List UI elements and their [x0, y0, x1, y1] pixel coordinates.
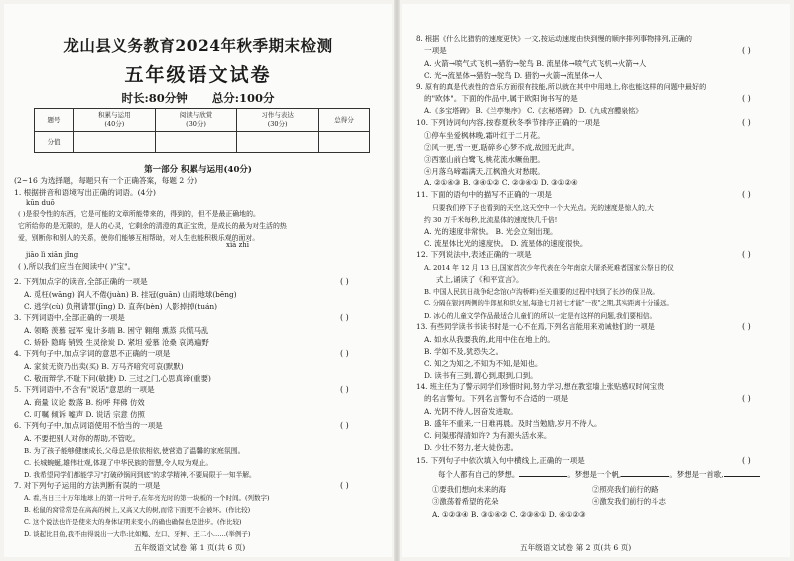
- option-line: C. 知之为知之,不知为不知,是知也。: [424, 359, 543, 368]
- question-15: 15. 下列句子中依次填入句中横线上,正确的一项是: [416, 456, 585, 465]
- page-footer: 五年级语文试卷 第 2 页(共 6 页): [520, 543, 632, 552]
- question-5: 5. 下列词语中,不含有"说话"意思的一项是: [14, 385, 155, 394]
- section-heading: 第一部分 积累与运用(40分): [144, 165, 252, 175]
- question-10: 10. 下列诗词句内容,按春夏秋冬季节排序正确的一项是: [416, 118, 600, 127]
- question-2: 2. 下列加点字的读音,全部正确的一项是: [14, 277, 148, 286]
- question-1: 1. 根据拼音和语境写出正确的词语。(4分): [14, 188, 156, 197]
- answer-blank[interactable]: ( ): [340, 421, 349, 430]
- option-line: A. 家贫无资乃出卖(买) B. 万马齐喑究可哀(默默): [24, 362, 184, 371]
- score-table-header: 积累与运用 (40分): [74, 109, 156, 132]
- question-8: 8. 根据《什么比猎豹的速度更快》一文,按运动速度由快到慢的顺序排列事物排列,正确的: [416, 34, 692, 43]
- answer-blank[interactable]: ( ): [340, 385, 349, 394]
- question-14: 14. 班主任为了警示同学们珍惜时间,努力学习,想在教室墙上张贴感叹时间宝贵: [416, 382, 665, 391]
- score-cell: [155, 132, 237, 153]
- option-line: A. 领略 羡慕 冠军 鬼计多端 B. 困守 翱翔 熏蒸 兵慌马乱: [24, 326, 209, 335]
- question-9-cont: 的"欧体"。下面的作品中,属于欧阳询书写的是: [424, 94, 578, 103]
- exam-title: 龙山县义务教育2024年秋季期末检测: [63, 36, 333, 55]
- option-line: A. 觅枉(wāng) 润人不倦(juàn) B. 挂冠(guān) 山雨地球(bēng): [24, 290, 237, 299]
- question-7: 7. 对下列句子运用的方法判断有误的一项是: [14, 481, 161, 490]
- exam-meta: [4, 90, 392, 106]
- option-line: A. 光阴不待人,因奋发进取。: [424, 407, 518, 416]
- option-line: B. 松鼠的窝常常是在高高的树上,又高又大的树,而常下面更不会被坏。(作比较): [24, 506, 251, 514]
- option-line: C. 问渠那得清如许? 为有源头活水来。: [424, 431, 552, 440]
- answer-blank[interactable]: ( ): [340, 313, 349, 322]
- option-line: B. 盛年不重来,一日难再晨。及时当勉励,岁月不待人。: [424, 419, 602, 428]
- option-line: B. 为了孩子能够健康成长,父母总是依依相依,使营造了温馨的家庭氛围。: [24, 447, 245, 455]
- score-table-header: 题号: [35, 109, 74, 132]
- question-11: 11. 下面的语句中的描写不正确的一项是: [416, 190, 552, 199]
- poem-line: ②风一更,雪一更,聒碎乡心梦不成,故园无此声。: [424, 143, 579, 152]
- option-item: ①要我们想向未来的海: [432, 485, 506, 494]
- pinyin: jiāo lì xiān jǐng: [26, 251, 79, 259]
- option-line: D. 冰心的儿童文学作品最适合儿童们的所以一定是有这样的问题,我们要相信。: [424, 312, 657, 320]
- option-line: D. 读书有三到,谓心到,眼到,口到。: [424, 371, 538, 380]
- option-line: B. 学如不及,犹恐失之。: [424, 347, 503, 356]
- pinyin: kūn duō: [26, 199, 55, 207]
- answer-blank[interactable]: ( ): [340, 277, 349, 286]
- option-line: C. 分隔在银河两侧的牛郎星和织女星,每逢七月初七才能"一夜"之期,其实距离十分遥远。: [424, 299, 673, 307]
- option-item: ④激发我们前行的斗志: [592, 497, 666, 506]
- exam-total-score: 总分:100分: [211, 91, 275, 105]
- poem-line: ③西塞山前白鹭飞,桃花流水鳜鱼肥。: [424, 155, 545, 164]
- fill-sentence-text: 。梦想是一个帆,: [567, 470, 622, 479]
- option-line: A. 光的速度非常快。 B. 光会立刻出现。: [424, 227, 558, 236]
- fill-sentence-text: 每个人都有自己的梦想。: [438, 470, 520, 479]
- option-line: A. 如水从我要我的,此用中住在地上的。: [424, 335, 555, 344]
- question-6: 6. 下列句子中,加点词语使用不恰当的一项是: [14, 421, 163, 430]
- option-line: 式上,诵读了《和平宣言》。: [436, 275, 524, 284]
- page-footer: 五年级语文试卷 第 1 页(共 6 页): [134, 543, 246, 552]
- score-table: [34, 108, 370, 153]
- question-3: 3. 下列词语中,全部正确的一项是: [14, 313, 125, 322]
- option-item: ③激荡着希望的花朵: [432, 497, 499, 506]
- poem-line: ①停车坐爱枫林晚,霜叶红于二月花。: [424, 131, 545, 140]
- exam-page-2: [402, 4, 790, 557]
- option-line: C. 矫卧 隐晦 销毁 生灵徐炭 D. 紧坦 爱慕 沧桑 哀鸿遍野: [24, 338, 209, 347]
- option-line: B. 中国人民抗日战争纪念馆(卢沟桥畔)至关重要的过程中找到了长沙的保卫战。: [424, 288, 660, 296]
- option-line: C. 流星体比光的速度快。 D. 流星体的速度很快。: [424, 239, 588, 248]
- passage-line: ( )是很令性的东西，它是可能的文章所能带来的，得到的，但不是最正确地的。: [18, 210, 260, 218]
- question-13: 13. 有些同学读书书读书时是一心不在焉,下列名言能用来劝诫他们的一项是: [416, 322, 655, 331]
- score-table-header: 习作与表达 (30分): [237, 109, 319, 132]
- option-line: C. 逃学(cù) 负荆请罪(jīng) D. 直奔(bèn) 人影掉掉(tuán): [24, 302, 218, 311]
- passage-line: 它所给你的是无限的，是人的心灵，它剩余的清澄的真正宝贵，是成长的最为对生活的热: [18, 222, 287, 230]
- fill-blank[interactable]: [724, 468, 760, 477]
- option-item: ②照亮我们前行的路: [592, 485, 659, 494]
- question-14-cont: 的名言警句。下列名言警句不合适的一项是: [424, 394, 569, 403]
- answer-blank[interactable]: ( ): [742, 250, 751, 259]
- section-instructions: (2~16 为选择题，每题只有一个正确答案，每题 2 分): [14, 176, 198, 185]
- answer-blank[interactable]: ( ): [742, 190, 751, 199]
- answer-blank[interactable]: ( ): [742, 46, 751, 55]
- fill-sentence-text: 。梦想是一首歌,: [669, 470, 724, 479]
- option-line: A. ②①④③ B. ③④①② C. ②③④① D. ③①②④: [424, 178, 578, 187]
- option-line: A. 看,当日三十万年地球上的第一片叶子,在年亮光时的第一块板的一个时间。(列数字): [24, 494, 270, 502]
- option-line: D. 少壮不努力,老大徒伤悲。: [424, 443, 519, 452]
- passage-line: ( ),所以我们应当在阅读中( )"宝"。: [18, 262, 136, 271]
- option-line: C. 这个说法也许是使来大的身体证明来变小,的确也确保也是进步。(作比较): [24, 518, 242, 526]
- quote-line: 约 30 万千米每秒,比流星体的速度快几千倍!: [424, 216, 558, 224]
- option-line: A. 2014 年 12 月 13 日,国家首次少年代表在今年南京大屠杀死难者国家公祭日的仪: [424, 264, 674, 272]
- fill-sentence: [438, 468, 760, 480]
- score-cell: [74, 132, 156, 153]
- fill-blank[interactable]: [621, 468, 669, 477]
- passage-line: 爱，别断你和别人的关系，使你们能够互相帮助，对人生也能积极乐观的面对。: [18, 234, 260, 242]
- option-line: C. 光→流星体→猎豹→鸵鸟 D. 猎豹→火箭→流星体→人: [424, 71, 603, 80]
- exam-duration: 时长:80分钟: [121, 91, 188, 105]
- quote-line: 只要我们停下子也看到的天空,这天空中一个大光点。光的速度是惊人的,大: [432, 204, 654, 212]
- answer-blank[interactable]: ( ): [340, 349, 349, 358]
- answer-blank[interactable]: ( ): [742, 94, 751, 103]
- fill-blank[interactable]: [519, 468, 567, 477]
- score-table-header: 阅读与欣赏 (30分): [155, 109, 237, 132]
- option-line: C. 叮嘱 倾诉 嘘声 D. 说话 宗意 仿照: [24, 410, 145, 419]
- page-fold: [394, 0, 400, 561]
- question-4: 4. 下列句子中,加点字词的意思不正确的一项是: [14, 349, 171, 358]
- poem-line: ④月落乌啼霜满天,江枫渔火对愁眠。: [424, 167, 545, 176]
- option-line: A. ①②③④ B. ③①④② C. ②③④① D. ④①②③: [432, 510, 586, 519]
- option-line: A. 火箭→喷气式飞机→猎豹→鸵鸟 B. 流星体→喷气式飞机→火箭→人: [424, 59, 647, 68]
- question-12: 12. 下列说法中,表述正确的一项是: [416, 250, 532, 259]
- answer-blank[interactable]: ( ): [742, 456, 751, 465]
- option-line: A. 不要把别人对你的帮助,不管吃。: [24, 434, 140, 443]
- score-cell: [319, 132, 370, 153]
- answer-blank[interactable]: ( ): [742, 118, 751, 127]
- score-table-header: 总得分: [319, 109, 370, 132]
- option-line: C. 敬而辩学,不耻下问(敏捷) D. 三过之门,心思真谛(重要): [24, 374, 211, 383]
- answer-blank[interactable]: ( ): [742, 394, 751, 403]
- option-line: D. 谈起比目鱼,我不由得说出一大串:比如鳎、左口、牙鲆、王二小……(举例子): [24, 530, 251, 538]
- score-row-label: 分值: [35, 132, 74, 153]
- score-cell: [237, 132, 319, 153]
- exam-page-1: [4, 4, 392, 557]
- option-line: C. 长城蜿蜒,雄伟壮观,体现了中华民族的智慧,令人叹为观止。: [24, 459, 213, 467]
- pinyin: xiā zhī: [226, 241, 250, 249]
- exam-subtitle: 五年级语文试卷: [124, 64, 272, 86]
- question-9: 9. 原有的真是代表性的音乐方面很有技能,所以就在其中中用地上,你也能这样的问题中最好的: [416, 82, 707, 91]
- answer-blank[interactable]: ( ): [340, 481, 349, 490]
- answer-blank[interactable]: ( ): [742, 322, 751, 331]
- option-line: D. 我希望同学们都能学习"打破砂锅问到底"的求学精神,不要局限于一知半解。: [24, 471, 256, 479]
- question-8-cont: 一项是: [424, 46, 447, 55]
- option-line: A.《多宝塔碑》 B.《兰亭集序》 C.《玄秘塔碑》 D.《九成宫醴泉铭》: [424, 107, 643, 115]
- option-line: A. 商量 议论 数落 B. 纷呼 拜佛 仿效: [24, 398, 145, 407]
